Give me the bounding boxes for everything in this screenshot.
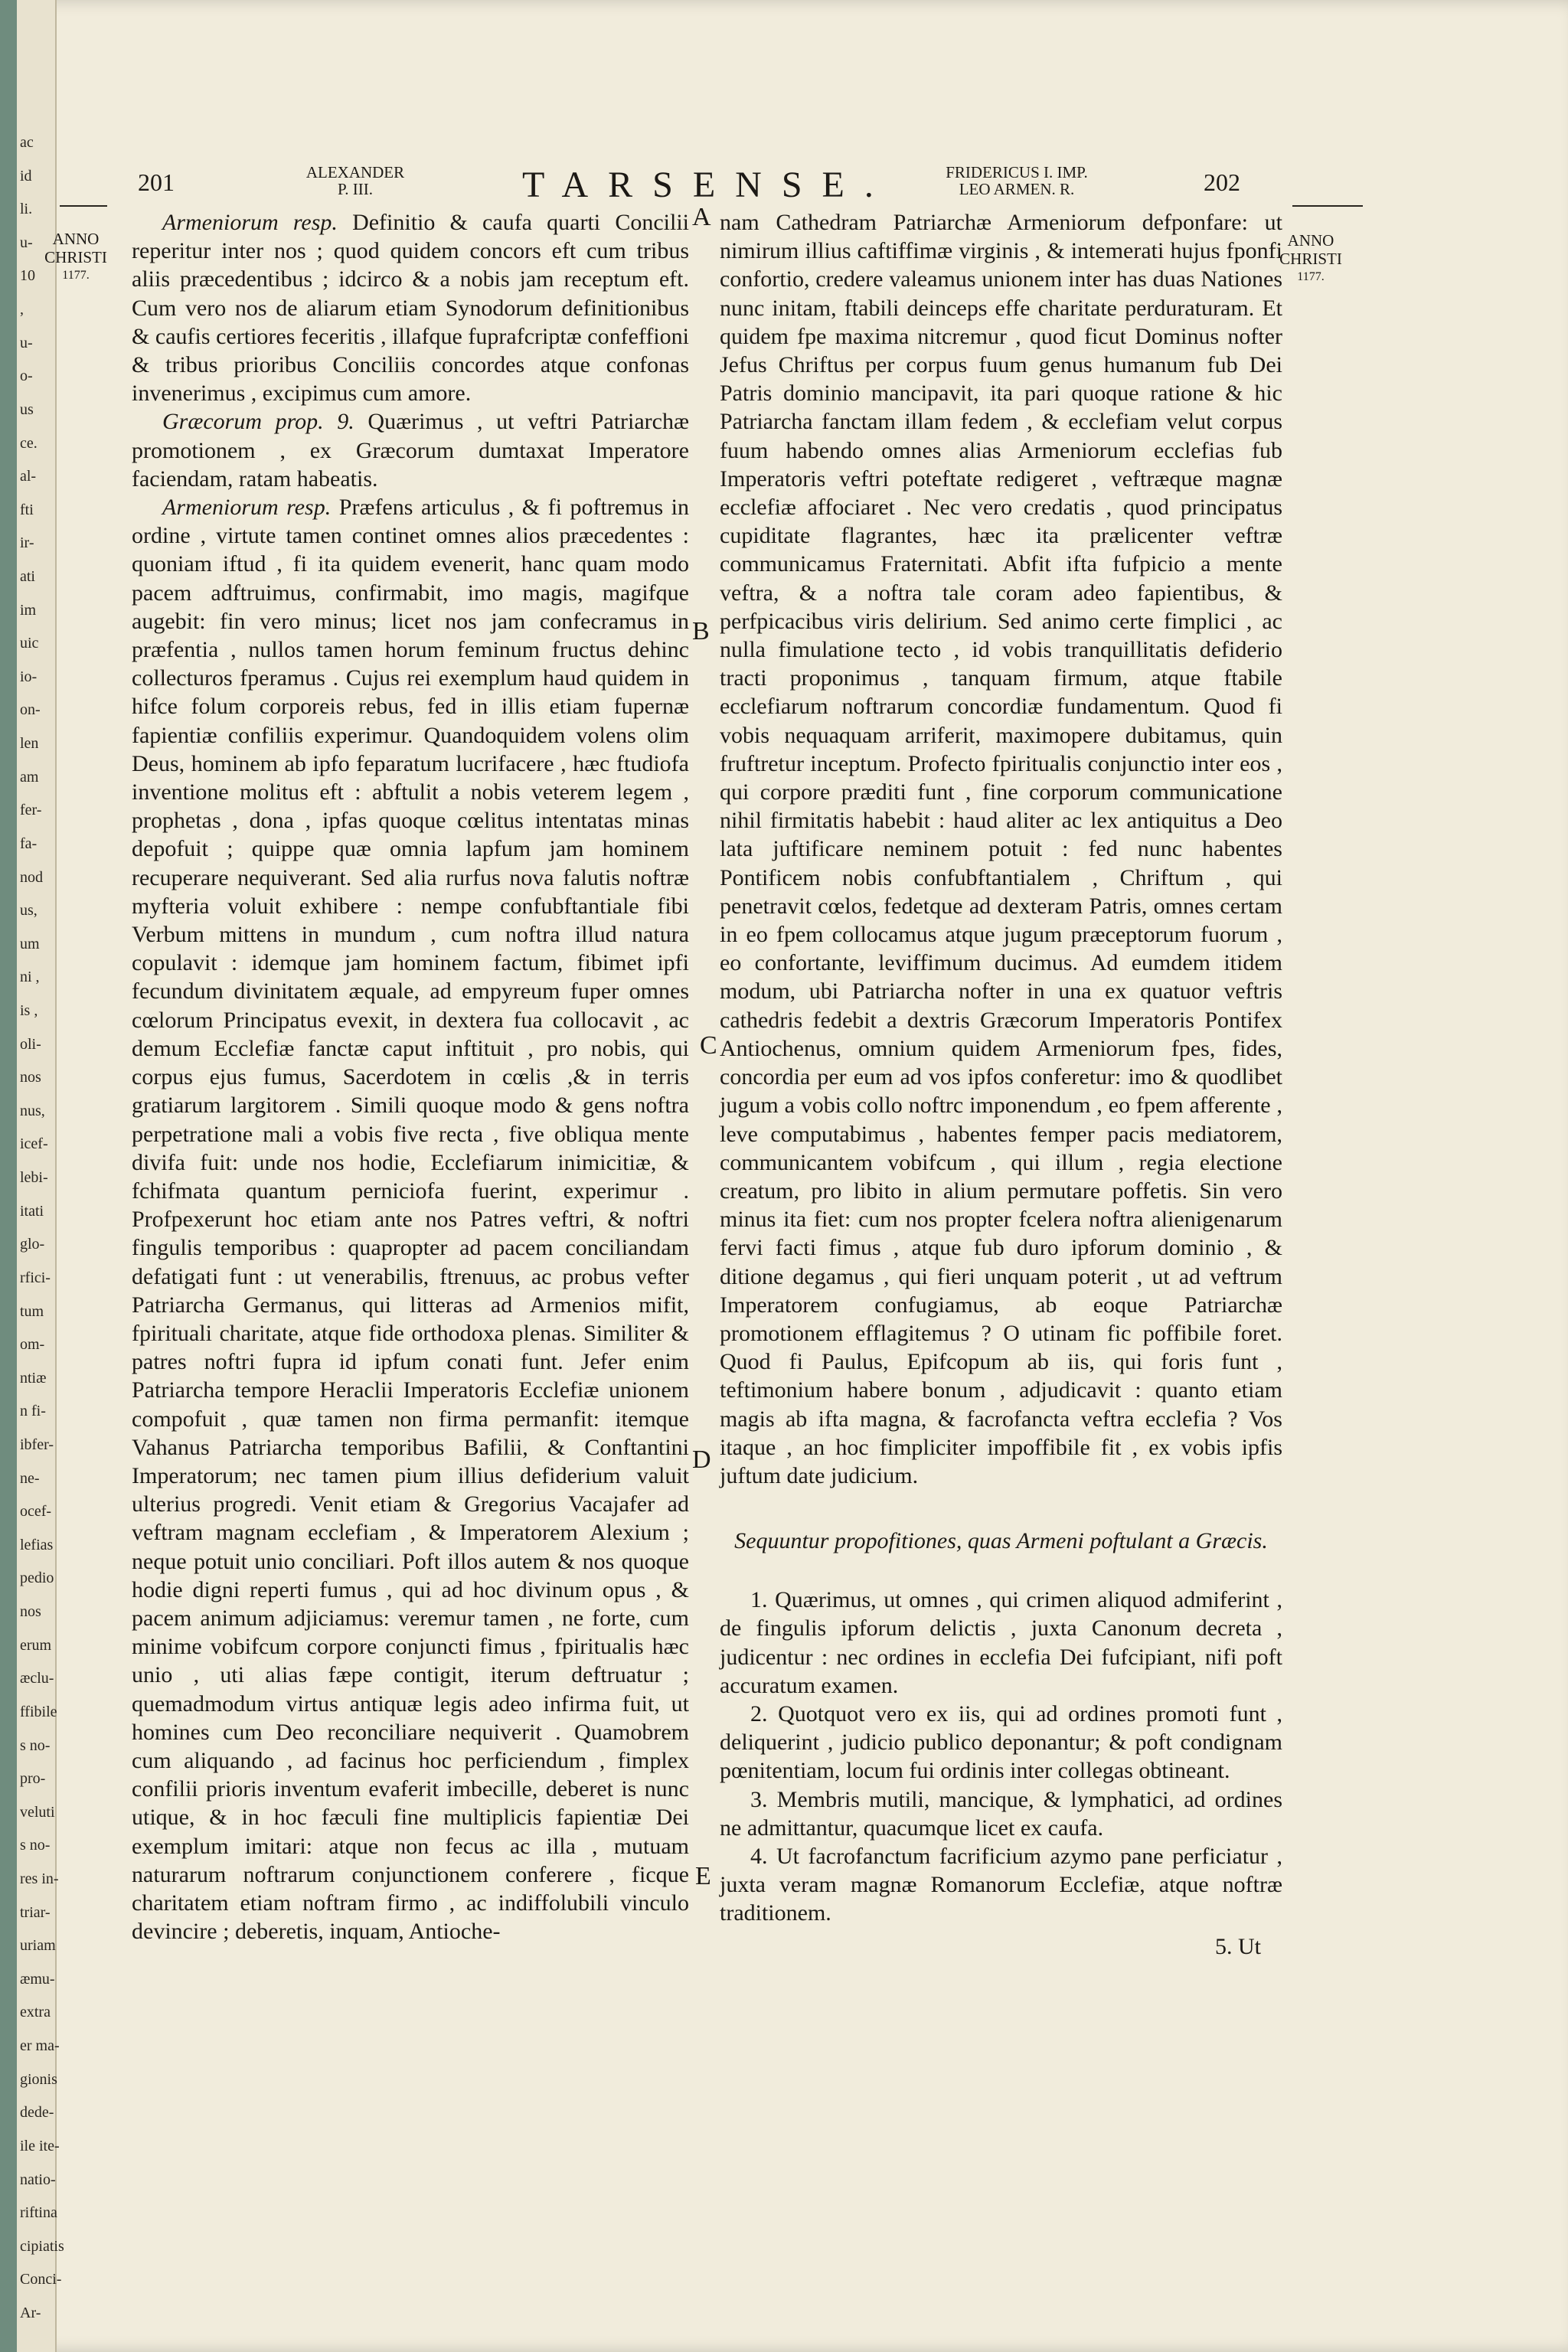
- gutter-fragment: ntiæ: [20, 1370, 47, 1387]
- gutter-fragment: gionis: [20, 2071, 57, 2088]
- gutter-fragment: natio-: [20, 2171, 56, 2188]
- gutter-fragment: glo-: [20, 1236, 45, 1253]
- gutter-fragment: ile ite-: [20, 2138, 60, 2154]
- numbered-proposition: 1. Quærimus, ut omnes , qui crimen aliquod admiferint , de fingulis ipforum delictis , juxta Canonum decreta , judicentur : nec ordines in ecclefia Dei fufcipiant, nifi poft accuratum examen.: [720, 1587, 1282, 1698]
- gutter-fragment: Conci-: [20, 2271, 62, 2288]
- gutter-fragment: al-: [20, 468, 37, 485]
- gutter-fragment: io-: [20, 668, 38, 685]
- section-heading: Sequuntur propofitiones, quas Armeni poftulant a Græcis.: [734, 1528, 1268, 1554]
- gutter-fragment: on-: [20, 701, 41, 718]
- right-running-head: [917, 164, 1116, 198]
- gutter-fragment: ac: [20, 134, 34, 151]
- gutter-fragment: itati: [20, 1203, 44, 1220]
- page-title: TARSENSE.: [522, 165, 893, 205]
- book-page: [17, 0, 1568, 2352]
- gutter-fragment: er ma-: [20, 2037, 60, 2054]
- gutter-fragment: icef-: [20, 1135, 48, 1152]
- paragraph-lead: Armeniorum resp.: [162, 495, 332, 521]
- gutter-fragment: nus,: [20, 1102, 45, 1119]
- section-letter-b: B: [692, 617, 710, 645]
- gutter-fragment: pedio: [20, 1570, 54, 1586]
- gutter-fragment: ne-: [20, 1470, 40, 1487]
- left-margin-year-note: [41, 230, 110, 285]
- margin-note-line: ANNO: [52, 230, 100, 248]
- gutter-fragment: ,: [20, 301, 24, 318]
- gutter-fragment: oli-: [20, 1036, 41, 1053]
- gutter-fragment: fer-: [20, 802, 42, 818]
- gutter-fragment: us,: [20, 902, 38, 919]
- gutter-fragment: erum: [20, 1637, 52, 1654]
- gutter-fragment: Ar-: [20, 2305, 41, 2321]
- paragraph-lead: Græcorum prop. 9.: [162, 409, 354, 435]
- paragraph: [132, 407, 689, 493]
- gutter-fragment: ocef-: [20, 1503, 52, 1520]
- margin-note-line: 1177.: [62, 269, 90, 282]
- gutter-fragment: fa-: [20, 835, 38, 852]
- gutter-fragment: lefias: [20, 1537, 54, 1553]
- running-head-line: FRIDERICUS I. IMP.: [946, 163, 1088, 181]
- paragraph-text: Definitio & caufa quarti Concilii reperitur inter nos ; quod quidem concors eft cum tribus aliis præcedentibus ; idcirco & a nobis jam receptum eft. Cum vero nos de aliarum etiam Synodorum definitionibus & caufis certiores feceritis , illafque fuprafcriptæ confeffioni & tribus prioribus Conciliis concordes atque confonas invenerimus , excipimus cum amore.: [132, 210, 689, 407]
- gutter-fragment: dede-: [20, 2104, 54, 2121]
- gutter-fragment: s no-: [20, 1837, 51, 1854]
- gutter-fragment: li.: [20, 201, 33, 217]
- margin-note-line: ANNO: [1287, 231, 1334, 250]
- gutter-fragment: extra: [20, 2004, 51, 2020]
- gutter-fragment: æmu-: [20, 1971, 55, 1988]
- numbered-proposition: 2. Quotquot vero ex iis, qui ad ordines promoti funt , deliquerint , judicio publico deponantur; & poft condignam pœnitentiam, locum fui ordinis inter collegas obtineant.: [720, 1700, 1282, 1784]
- gutter-fragment: lebi-: [20, 1169, 48, 1186]
- gutter-fragment: ffibile: [20, 1704, 57, 1720]
- gutter-fragment: len: [20, 735, 39, 752]
- gutter-fragment: ati: [20, 568, 35, 585]
- right-text-column: [720, 208, 1282, 1961]
- left-running-head: [294, 164, 416, 198]
- gutter-fragment: 10: [20, 267, 35, 284]
- header-rule-right: [1292, 205, 1363, 207]
- gutter-fragment: cipiatis: [20, 2238, 64, 2255]
- gutter-fragment: ni ,: [20, 969, 40, 985]
- paragraph: [132, 493, 689, 1945]
- section-letter-d: D: [692, 1446, 711, 1474]
- header-rule-left: [60, 205, 107, 207]
- gutter-fragment: veluti: [20, 1804, 55, 1821]
- gutter-fragment: nos: [20, 1603, 41, 1620]
- facing-page-edge: [17, 0, 64, 2352]
- gutter-fragment: u-: [20, 335, 33, 351]
- catchword: 5. Ut: [1215, 1933, 1261, 1959]
- gutter-fragment: is ,: [20, 1002, 38, 1019]
- gutter-fragment: pro-: [20, 1770, 46, 1787]
- numbered-proposition: 4. Ut facrofanctum facrificium azymo pane perficiatur , juxta veram magnæ Romanorum Ecclefiæ, atque noftræ traditionem.: [720, 1843, 1282, 1926]
- gutter-fragment: nod: [20, 869, 43, 886]
- numbered-proposition: 3. Membris mutili, mancique, & lymphatici, ad ordines ne admittantur, quacumque licet ex caufa.: [720, 1786, 1282, 1841]
- running-head-line: LEO ARMEN. R.: [959, 180, 1075, 198]
- margin-note-line: 1177.: [1297, 270, 1325, 283]
- gutter-fragment: am: [20, 769, 39, 786]
- section-letter-e: E: [695, 1862, 711, 1890]
- gutter-fragment: id: [20, 168, 32, 185]
- gutter-fragment: ibfer-: [20, 1436, 54, 1453]
- section-letter-c: C: [700, 1031, 717, 1060]
- gutter-fragment: s no-: [20, 1737, 51, 1754]
- gutter-fragment: æclu-: [20, 1670, 54, 1687]
- gutter-fragment: om-: [20, 1336, 45, 1353]
- left-text-column: [132, 208, 689, 1945]
- running-head-line: ALEXANDER: [305, 163, 405, 181]
- running-head-line: P. III.: [337, 180, 374, 198]
- gutter-fragment: ir-: [20, 534, 34, 551]
- gutter-fragment: um: [20, 936, 40, 952]
- gutter-fragment: nos: [20, 1069, 41, 1086]
- paragraph-text: Quærimus , ut veftri Patriarchæ promotionem , ex Græcorum dumtaxat Imperatore faciendam, ratam habeatis.: [132, 409, 689, 492]
- gutter-fragment: im: [20, 602, 37, 619]
- gutter-fragment: ce.: [20, 435, 38, 452]
- left-page-number: 201: [138, 168, 175, 196]
- section-letter-a: A: [692, 203, 711, 231]
- paragraph: [132, 208, 689, 407]
- gutter-fragment: o-: [20, 368, 33, 384]
- gutter-fragment: tum: [20, 1303, 44, 1320]
- right-margin-year-note: [1274, 231, 1348, 286]
- gutter-fragment: fti: [20, 501, 34, 518]
- margin-note-line: CHRISTI: [1279, 250, 1342, 268]
- paragraph-text: Præfens articulus , & fi poftremus in ordine , virtute tamen continet omnes alios præcedentes : quoniam iftud , fi ita quidem evenerit, hanc quam modo pacem adftruimus, confirmabit, imo magis, magifque augebit: fin vero minus; licet nos jam confecramus in præfentia , nullos tamen horum feminum fructus dehinc collecturos fperamus . Cujus rei exemplum haud quidem in hifce folum corporeis rebus, fed in illis etiam fupernæ fapientiæ confiliis experimur. Quandoquidem volens olim Deus, hominem ab ipfo feparatum lucrifacere , hæc ftudiofa inventione molitus eft : abftulit a nobis veterem legem , prophetas , dona , ipfas quoque cœlitus intentatas minas depofuit ; quippe quæ omnia lapfum jam hominem recuperare nequiverant. Sed alia rurfus nova falutis noftræ myfteria voluit exhibere : nempe confubftantiale fibi Verbum mittens in mundum , cum noftra illud natura copulavit : idemque jam hominem factum, fibimet ipfi fecundum divinitatem æquale, ad empyreum fuper omnes cœlorum Principatus evexit, in dextera fua collocavit , ac demum Ecclefiæ fanctæ caput inftituit , pro nobis, qui corpus ejus fumus, Sacerdotem in cœlis ,& in terris gratiarum largitorem . Simili quoque modo & gens noftra perpetratione mali a vobis five recta , five obliqua mente divifa fuit: unde nos hodie, Ecclefiarum inimicitiæ, & fchifmata quantum perniciofa fuerint, experimur . Profpexerunt hoc etiam ante nos Patres veftri, & noftri fingulis temporibus : quapropter ad pacem conciliandam defatigati funt : ut venerabilis, ftrenuus, ac probus vefter Patriarcha Germanus, qui litteras ad Armenios mifit, fpirituali charitate, atque fide orthodoxa plenas. Similiter & patres noftri fupra id ipfum conati funt. Jefer enim Patriarcha tempore Heraclii Imperatoris Ecclefiæ unionem compofuit , quæ tamen non firma permanfit: itemque Vahanus Patriarcha temporibus Bafilii, & Conftantini Imperatorum; nec tamen pium illius defiderium valuit ulterius progredi. Venit etiam & Gregorius Vacajafer ad veftram magnam ecclefiam , & Imperatorem Alexium ; neque potuit unio conciliari. Poft illos autem & nos quoque hodie digni reperti fumus , qui ad hoc divinum opus , & pacem animum adjiciamus: veremur tamen , ne forte, cum minime vobifcum corpore conjuncti fimus , fpiritualis hæc unio , uti alias fæpe contigit, iterum deftruatur ; quemadmodum virtus antiquæ legis adeo infirma fuit, ut homines cum Deo reconciliare nequiverit . Quamobrem cum aliquando , ad facinus hoc perficiendum , fimplex confilii prioris inventum evaferit imbecille, deberet is nunc utique, & in hoc fæculi fine multiplicis fapientiæ Dei exemplum imitari: atque non fecus ac illa , mutuam naturarum noftrarum conjunctionem conferere , ficque charitatem etiam noftram firmo , ac indiffolubili vinculo devincire ; deberetis, inquam, Antioche-: [132, 495, 689, 1945]
- continued-paragraph: nam Cathedram Patriarchæ Armeniorum defponfare: ut nimirum illius caftiffimæ virginis , & intemerati hujus fponfi confortio, credere valeamus unionem inter has duas Nationes nunc initam, ftabili deinceps effe charitate perduraturam. Et quidem fpe maxima nitcremur , quod ficut Dominus nofter Jefus Chriftus per corpus fuum genus humanum fub Dei Patris dominio mancipavit, ita pari quoque ratione & hic Patriarcha fanctam illam fedem , & ecclefiam velut corpus fuum habendo omnes alias Armeniorum ecclefias fub Imperatoris veftri poteftate redigeret , veftræque magnæ ecclefiæ affociaret . Nec vero credatis , quod principatus cupiditate flagrantes, hæc ita prælicenter veftræ communicamus Fraternitati. Abfit ifta fufpicio a mente veftra, & a noftra tale coram adeo fapientibus, & perfpicacibus viris delirium. Sed animo certe fimplici , ac nulla fimulatione tecto , id vobis tranquillitatis defiderio tracti proponimus , tanquam firmum, atque ftabile ecclefiarum noftrarum concordiæ fundamentum. Quod fi vobis nequaquam arriferit, maximopere dubitamus, quin fruftretur inceptum. Profecto fpiritualis conjunctio inter eos , qui corpore præditi funt , fine corporum communicatione nihil firmitatis habebit : haud aliter ac lex antiquitus a Deo lata juftificare neminem potuit : fed nunc habentes Pontificem nobis confubftantialem , Chriftum , qui penetravit cœlos, fedetque ad dexteram Patris, omnes certam in eo fpem collocamus atque jugum præceptorum fuorum , eo confortante, leviffimum ducimus. Ad eumdem itidem modum, ubi Patriarcha nofter in una ex quatuor veftris cathedris fedebit a dextris Græcorum Imperatoris Pontifex Antiochenus, omnium quidem Armeniorum fpes, fides, concordia per eum ad vos ipfos conferetur: imo & quodlibet jugum a vobis collo noftrc imponendum , eo fpem afferente , leve computabimus , habentes femper pacis mediatorem, communicantem vobifcum , qui illum , regia electione creatum, pro libito in alium permutare poffetis. Sin vero minus ita fiet: cum nos propter fcelera noftra alienigenarum fervi facti fimus , atque fub duro ipforum dominio , & ditione degamus , qui fieri unquam poterit , ut ad veftrum Imperatorem confugiamus, ab eoque Patriarchæ promotionem efflagitemus ? O utinam fic poffibile foret. Quod fi Paulus, Epifcopum ab iis, qui foris funt , teftimonium habere bonum , adjudicavit : quanto etiam magis ab ifta magna, & facrofancta veftra ecclefia ? Vos itaque , an hoc fimpliciter impoffibile fit , ex vobis ipfis juftum date judicium.: [720, 210, 1282, 1488]
- gutter-fragment: u-: [20, 234, 33, 251]
- gutter-fragment: n fi-: [20, 1403, 46, 1419]
- gutter-fragment: res in-: [20, 1870, 59, 1887]
- margin-note-line: CHRISTI: [44, 248, 107, 266]
- gutter-fragment: us: [20, 401, 34, 418]
- gutter-fragment: rfici-: [20, 1269, 51, 1286]
- gutter-fragment: riftina: [20, 2204, 57, 2221]
- gutter-fragment: uriam: [20, 1937, 56, 1954]
- paragraph-lead: Armeniorum resp.: [162, 210, 338, 235]
- gutter-fragment: uic: [20, 635, 39, 652]
- right-page-number: 202: [1204, 168, 1240, 196]
- gutter-fragment: triar-: [20, 1904, 51, 1921]
